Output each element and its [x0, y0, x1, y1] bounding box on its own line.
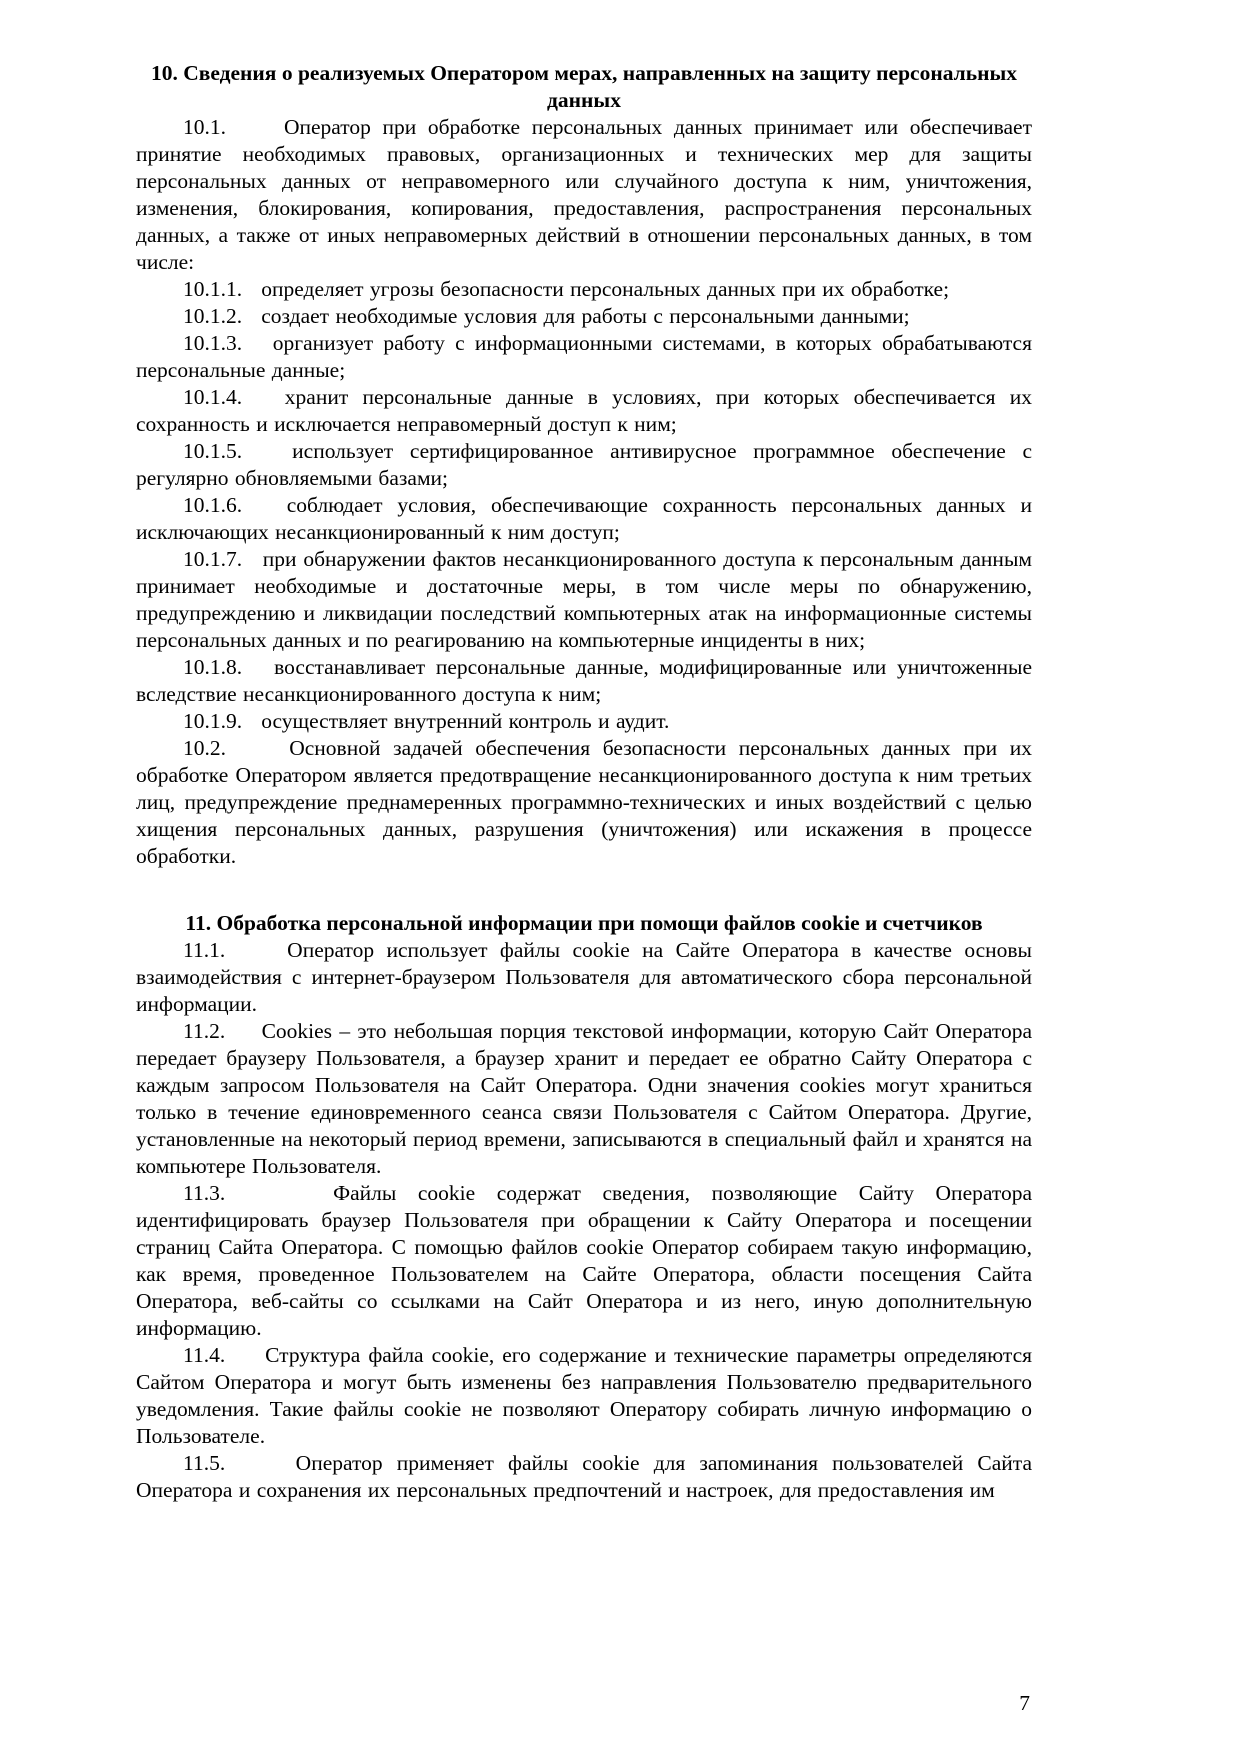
paragraph-10-1-6: 10.1.6. соблюдает условия, обеспечивающие сохранность персональных данных и исключающих несанкционированный к ним доступ;	[136, 493, 1032, 544]
paragraph-10-1-2: 10.1.2. создает необходимые условия для работы с персональными данными;	[183, 304, 910, 328]
paragraph-10-1: 10.1. Оператор при обработке персональных данных принимает или обеспечивает принятие необходимых правовых, организационных и технических мер для защиты персональных данных от неправомерного или случайного доступа к ним, уничтожения, изменения, блокирования, копирования, предоставления, распространения персональных данных, а также от иных неправомерных действий в отношении персональных данных, в том числе:	[136, 115, 1032, 274]
section-11	[136, 910, 1032, 1504]
section-10	[136, 60, 1032, 870]
paragraph-11-5: 11.5. Оператор применяет файлы cookie для запоминания пользователей Сайта Оператора и сохранения их персональных предпочтений и настроек, для предоставления им	[136, 1451, 1032, 1502]
section-11-heading: 11. Обработка персональной информации при помощи файлов cookie и счетчиков	[185, 911, 983, 935]
page-number: 7	[1019, 1691, 1030, 1715]
paragraph-11-1: 11.1. Оператор использует файлы cookie на Сайте Оператора в качестве основы взаимодействия с интернет-браузером Пользователя для автоматического сбора персональной информации.	[136, 938, 1032, 1016]
document-content	[136, 60, 1032, 1504]
paragraph-10-1-3: 10.1.3. организует работу с информационными системами, в которых обрабатываются персональные данные;	[136, 331, 1032, 382]
paragraph-10-1-1: 10.1.1. определяет угрозы безопасности персональных данных при их обработке;	[183, 277, 950, 301]
paragraph-11-2: 11.2. Cookies – это небольшая порция текстовой информации, которую Сайт Оператора передает браузеру Пользователя, а браузер хранит и передает ее обратно Сайту Оператора с каждым запросом Пользователя на Сайт Оператора. Одни значения cookies могут храниться только в течение единовременного сеанса связи Пользователя с Сайтом Оператора. Другие, установленные на некоторый период времени, записываются в специальный файл и хранятся на компьютере Пользователя.	[136, 1019, 1032, 1178]
paragraph-10-1-8: 10.1.8. восстанавливает персональные данные, модифицированные или уничтоженные вследствие несанкционированного доступа к ним;	[136, 655, 1032, 706]
paragraph-10-2: 10.2. Основной задачей обеспечения безопасности персональных данных при их обработке Оператором является предотвращение несанкционированного доступа к ним третьих лиц, предупреждение преднамеренных программно-технических и иных воздействий с целью хищения персональных данных, разрушения (уничтожения) или искажения в процессе обработки.	[136, 736, 1032, 868]
paragraph-11-4: 11.4. Структура файла cookie, его содержание и технические параметры определяются Сайтом Оператора и могут быть изменены без направления Пользователю предварительного уведомления. Такие файлы cookie не позволяют Оператору собирать личную информацию о Пользователе.	[136, 1343, 1032, 1448]
section-10-heading: 10. Сведения о реализуемых Оператором мерах, направленных на защиту персональных данных	[150, 61, 1018, 112]
paragraph-10-1-4: 10.1.4. хранит персональные данные в условиях, при которых обеспечивается их сохранность и исключается неправомерный доступ к ним;	[136, 385, 1032, 436]
paragraph-10-1-9: 10.1.9. осуществляет внутренний контроль и аудит.	[183, 709, 670, 733]
paragraph-11-3: 11.3. Файлы cookie содержат сведения, позволяющие Сайту Оператора идентифицировать браузер Пользователя при обращении к Сайту Оператора и посещении страниц Сайта Оператора. С помощью файлов cookie Оператор собираем такую информацию, как время, проведенное Пользователем на Сайте Оператора, области посещения Сайта Оператора, веб-сайты со ссылками на Сайт Оператора и из него, иную дополнительную информацию.	[136, 1181, 1032, 1340]
paragraph-10-1-5: 10.1.5. использует сертифицированное антивирусное программное обеспечение с регулярно обновляемыми базами;	[136, 439, 1032, 490]
paragraph-10-1-7: 10.1.7. при обнаружении фактов несанкционированного доступа к персональным данным принимает необходимые и достаточные меры, в том числе меры по обнаружению, предупреждению и ликвидации последствий компьютерных атак на информационные системы персональных данных и по реагированию на компьютерные инциденты в них;	[136, 547, 1032, 652]
